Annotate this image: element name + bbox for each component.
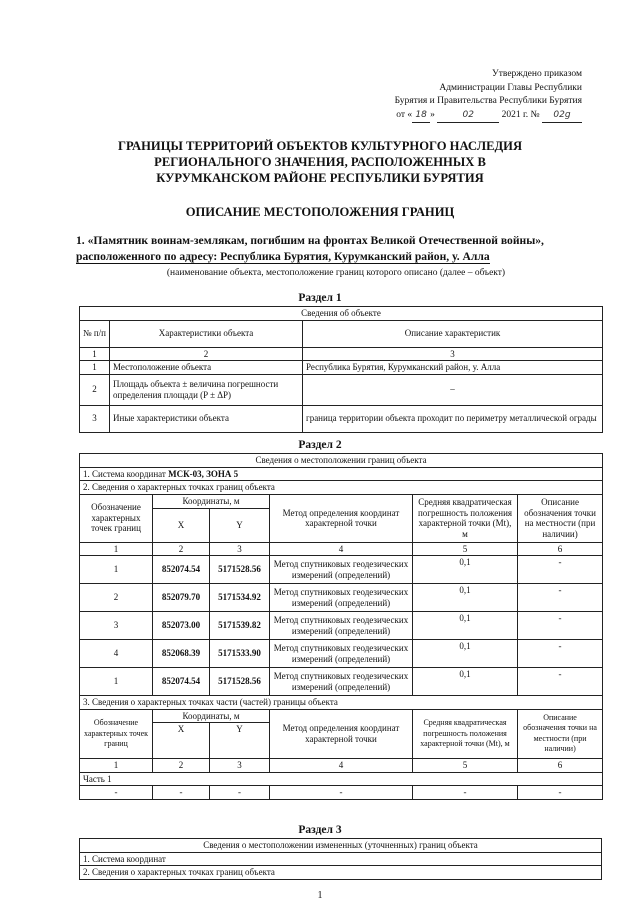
index-cell: 1 xyxy=(80,542,153,556)
header-characteristics: Характеристики объекта xyxy=(110,320,303,347)
header-accuracy: Средняя квадратическая погрешность положения характерной точки (Mt), м xyxy=(413,494,518,542)
table-row xyxy=(80,556,603,584)
parts-header-coords: Координаты, м xyxy=(153,709,270,723)
parts-header-description: Описание обозначения точки на местности (при наличии) xyxy=(518,709,603,759)
approval-year: 2021 г. № xyxy=(501,109,540,120)
points-title: 2. Сведения о характерных точках границ объекта xyxy=(80,481,603,495)
index-cell: 2 xyxy=(153,759,210,773)
point-id: 4 xyxy=(80,640,153,668)
part-cell: - xyxy=(210,786,270,800)
table-row xyxy=(80,584,603,612)
point-id: 1 xyxy=(80,556,153,584)
approval-line-1: Утверждено приказом xyxy=(492,69,582,79)
point-y: 5171539.82 xyxy=(210,612,270,640)
parts-header-method: Метод определения координат характерной точки xyxy=(270,709,413,759)
approval-from-label: от « xyxy=(396,109,413,120)
page-number: 1 xyxy=(317,890,323,901)
row-num: 1 xyxy=(80,361,110,375)
section-3-system: 1. Система координат xyxy=(80,852,602,866)
row-num: 2 xyxy=(80,374,110,405)
point-method: Метод спутниковых геодезических измерений (определений) xyxy=(270,584,413,612)
parts-header-x: X xyxy=(153,723,210,759)
section-3-title: Раздел 3 xyxy=(298,824,342,836)
point-x: 852073.00 xyxy=(153,612,210,640)
parts-title: 3. Сведения о характерных точках части (частей) границы объекта xyxy=(80,696,603,710)
header-description: Описание обозначения точки на местности (при наличии) xyxy=(518,494,603,542)
index-cell: 3 xyxy=(210,542,270,556)
title-line-2: РЕГИОНАЛЬНОГО ЗНАЧЕНИЯ, РАСПОЛОЖЕННЫХ В xyxy=(154,155,486,169)
point-description: - xyxy=(518,556,603,584)
point-y: 5171528.56 xyxy=(210,556,270,584)
page-title xyxy=(60,138,580,186)
point-method: Метод спутниковых геодезических измерений (определений) xyxy=(270,556,413,584)
parts-header-accuracy: Средняя квадратическая погрешность положения характерной точки (Mt), м xyxy=(413,709,518,759)
index-cell: 3 xyxy=(210,759,270,773)
object-name xyxy=(76,233,596,265)
index-cell: 2 xyxy=(153,542,210,556)
row-characteristic: Местоположение объекта xyxy=(110,361,303,375)
point-x: 852068.39 xyxy=(153,640,210,668)
point-description: - xyxy=(518,640,603,668)
point-x: 852074.54 xyxy=(153,668,210,696)
index-cell: 5 xyxy=(413,542,518,556)
approval-number: 02g xyxy=(542,109,582,124)
index-cell: 1 xyxy=(80,347,110,361)
section-3-points-title: 2. Сведения о характерных точках границ объекта xyxy=(80,866,602,880)
approval-close-quote: » xyxy=(430,109,435,120)
coordinate-system xyxy=(80,467,603,481)
point-accuracy: 0,1 xyxy=(413,556,518,584)
coordinate-system-label: 1. Система координат xyxy=(83,468,169,479)
approval-date-line xyxy=(342,109,582,124)
section-1-table xyxy=(79,306,603,433)
row-characteristic: Площадь объекта ± величина погрешности определения площади (P ± ΔP) xyxy=(110,374,303,405)
part-label: Часть 1 xyxy=(80,772,603,786)
point-description: - xyxy=(518,668,603,696)
index-cell: 4 xyxy=(270,759,413,773)
point-accuracy: 0,1 xyxy=(413,640,518,668)
section-1-caption: Сведения об объекте xyxy=(80,307,603,321)
point-description: - xyxy=(518,612,603,640)
object-note: (наименование объекта, местоположение границ которого описано (далее – объект) xyxy=(166,268,506,278)
point-id: 1 xyxy=(80,668,153,696)
part-cell: - xyxy=(270,786,413,800)
point-description: - xyxy=(518,584,603,612)
part-cell: - xyxy=(80,786,153,800)
table-row xyxy=(80,361,603,375)
table-row xyxy=(80,668,603,696)
point-id: 3 xyxy=(80,612,153,640)
table-row xyxy=(80,612,603,640)
approval-line-3: Бурятия и Правительства Республики Бурятия xyxy=(394,96,582,106)
index-cell: 6 xyxy=(518,759,603,773)
header-coords: Координаты, м xyxy=(153,494,270,508)
table-row xyxy=(80,786,603,800)
point-id: 2 xyxy=(80,584,153,612)
section-1-title: Раздел 1 xyxy=(298,292,342,304)
approval-block xyxy=(342,68,582,123)
point-y: 5171533.90 xyxy=(210,640,270,668)
point-y: 5171534.92 xyxy=(210,584,270,612)
header-point: Обозначение характерных точек границ xyxy=(80,494,153,542)
part-cell: - xyxy=(153,786,210,800)
title-line-3: КУРУМКАНСКОМ РАЙОНЕ РЕСПУБЛИКИ БУРЯТИЯ xyxy=(156,171,484,185)
header-x: X xyxy=(153,508,210,542)
section-2-caption: Сведения о местоположении границ объекта xyxy=(80,454,603,468)
header-method: Метод определения координат характерной точки xyxy=(270,494,413,542)
part-cell: - xyxy=(518,786,603,800)
row-characteristic: Иные характеристики объекта xyxy=(110,405,303,432)
row-description: граница территории объекта проходит по периметру металлической ограды xyxy=(303,405,603,432)
header-description: Описание характеристик xyxy=(303,320,603,347)
row-description: – xyxy=(303,374,603,405)
point-accuracy: 0,1 xyxy=(413,584,518,612)
section-3-caption: Сведения о местоположении измененных (уточненных) границ объекта xyxy=(80,839,602,853)
title-line-1: ГРАНИЦЫ ТЕРРИТОРИЙ ОБЪЕКТОВ КУЛЬТУРНОГО НАСЛЕДИЯ xyxy=(117,139,523,153)
header-y: Y xyxy=(210,508,270,542)
parts-header-y: Y xyxy=(210,723,270,759)
point-x: 852074.54 xyxy=(153,556,210,584)
approval-month: 02 xyxy=(437,109,499,124)
point-accuracy: 0,1 xyxy=(413,668,518,696)
index-cell: 4 xyxy=(270,542,413,556)
coordinate-system-value: МСК-03, ЗОНА 5 xyxy=(168,468,239,479)
object-name-line-1: 1. «Памятник воинам-землякам, погибшим на фронтах Великой Отечественной войны», xyxy=(76,234,544,247)
part-cell: - xyxy=(413,786,518,800)
object-name-line-2: расположенного по адресу: Республика Бурятия, Курумканский район, у. Алла xyxy=(76,250,490,263)
header-num: № п/п xyxy=(80,320,110,347)
page-subtitle: ОПИСАНИЕ МЕСТОПОЛОЖЕНИЯ ГРАНИЦ xyxy=(185,205,455,219)
row-description: Республика Бурятия, Курумканский район, у. Алла xyxy=(303,361,603,375)
index-cell: 2 xyxy=(110,347,303,361)
table-row xyxy=(80,374,603,405)
row-num: 3 xyxy=(80,405,110,432)
approval-day: 18 xyxy=(412,109,430,124)
point-method: Метод спутниковых геодезических измерений (определений) xyxy=(270,668,413,696)
index-cell: 5 xyxy=(413,759,518,773)
approval-line-2: Администрации Главы Республики xyxy=(439,82,582,93)
object-name-line-2-wrap xyxy=(76,249,596,265)
index-cell: 1 xyxy=(80,759,153,773)
section-2-title: Раздел 2 xyxy=(298,439,342,451)
table-row xyxy=(80,640,603,668)
point-y: 5171528.56 xyxy=(210,668,270,696)
point-x: 852079.70 xyxy=(153,584,210,612)
point-accuracy: 0,1 xyxy=(413,612,518,640)
point-method: Метод спутниковых геодезических измерений (определений) xyxy=(270,612,413,640)
parts-header-point: Обозначение характерных точек границ xyxy=(80,709,153,759)
section-2-table xyxy=(79,453,603,800)
table-row xyxy=(80,405,603,432)
index-cell: 6 xyxy=(518,542,603,556)
point-method: Метод спутниковых геодезических измерений (определений) xyxy=(270,640,413,668)
index-cell: 3 xyxy=(303,347,603,361)
section-3-table xyxy=(79,838,602,880)
